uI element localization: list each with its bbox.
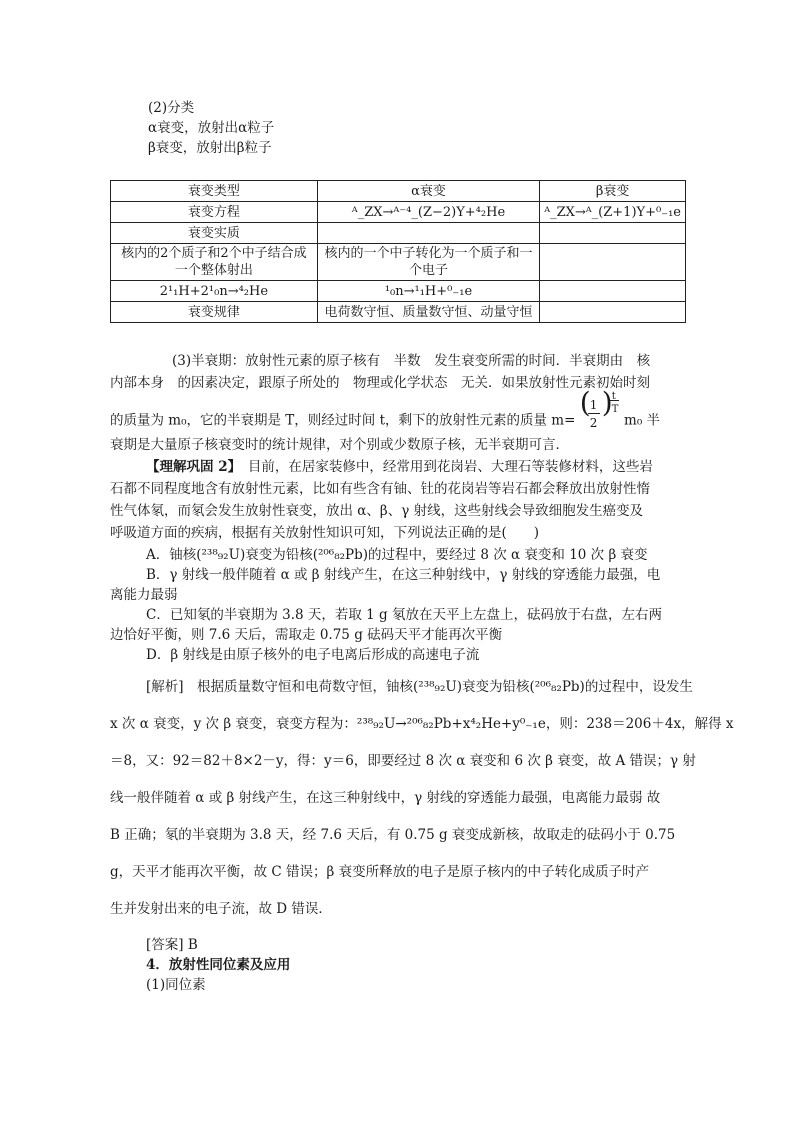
table-row — [111, 302, 686, 323]
option-b-cont: 离能力最弱 — [110, 587, 178, 603]
halflife-line-3 — [110, 386, 661, 438]
table-row — [111, 281, 686, 302]
table-row — [111, 244, 686, 281]
option-c: C．已知氡的半衰期为 3.8 天，若取 1 g 氡放在天平上左盘上，砝码放于右盘，左右两 — [146, 607, 662, 623]
table-cell: 核内的一个中子转化为一个质子和一个电子 — [317, 244, 539, 281]
option-a: A．铀核(²³⁸₉₂U)衰变为铅核(²⁰⁶₈₂Pb)的过程中，要经过 8 次 α 衰变和 10 次 β 衰变 — [146, 547, 648, 563]
table-cell: ᴬ_ZX→ᴬ⁻⁴_(Z−2)Y+⁴₂He — [317, 202, 539, 223]
section-4-title: 4．放射性同位素及应用 — [146, 957, 291, 973]
halflife-line-1: (3)半衰期：放射性元素的原子核有 半数 发生衰变所需的时间．半衰期由 核 — [172, 353, 651, 369]
question-label: 【理解巩固 2】 — [146, 459, 235, 475]
table-cell — [540, 302, 686, 323]
table-cell: ¹₀n→¹₁H+⁰₋₁e — [317, 281, 539, 302]
table-cell: β衰变 — [540, 181, 686, 202]
halflife-fraction — [579, 386, 620, 438]
option-d: D．β 射线是由原子核外的电子电离后形成的高速电子流 — [146, 647, 480, 663]
alpha-decay-line: α衰变，放射出α粒子 — [148, 120, 275, 136]
analysis-line-1: [解析] 根据质量数守恒和电荷数守恒，铀核(²³⁸₉₂U)衰变为铅核(²⁰⁶₈₂Pb)的过程中，设发生 — [146, 679, 693, 695]
table-row — [111, 181, 686, 202]
question-text: 目前，在居家装修中，经常用到花岗岩、大理石等装修材料，这些岩 — [234, 459, 653, 475]
left-paren: ( — [579, 386, 591, 419]
table-cell: 核内的2个质子和2个中子结合成一个整体射出 — [111, 244, 318, 281]
table-cell: 衰变实质 — [111, 223, 318, 244]
table-row — [111, 223, 686, 244]
halflife-line-4: 衰期是大量原子核衰变时的统计规律，对个别或少数原子核，无半衰期可言． — [110, 437, 569, 453]
beta-decay-line: β衰变，放射出β粒子 — [148, 140, 272, 156]
table-cell — [540, 223, 686, 244]
decay-table — [110, 180, 686, 323]
table-cell: 电荷数守恒、质量数守恒、动量守恒 — [317, 302, 539, 323]
analysis-line-5: B 正确；氡的半衰期为 3.8 天，经 7.6 天后，有 0.75 g 衰变成新核，故取走的砝码小于 0.75 — [110, 827, 676, 843]
table-cell: 衰变规律 — [111, 302, 318, 323]
halflife-line-2: 内部本身 的因素决定，跟原子所处的 物理或化学状态 无关．如果放射性元素初始时刻 — [110, 375, 650, 391]
analysis-line-7: 生并发射出来的电子流，故 D 错误． — [110, 901, 332, 917]
analysis-line-2: x 次 α 衰变，y 次 β 衰变，衰变方程为：²³⁸₉₂U→²⁰⁶₈₂Pb+x⁴₂He+y⁰₋₁e，则：238＝206＋4x，解得 x — [110, 716, 734, 732]
table-cell — [317, 223, 539, 244]
question-line-4: 呼吸道方面的疾病，根据有关放射性知识可知，下列说法正确的是( ) — [110, 525, 540, 541]
answer-line: [答案] B — [146, 937, 198, 953]
analysis-line-6: g，天平才能再次平衡，故 C 错误；β 衰变所释放的电子是原子核内的中子转化成质子时产 — [110, 864, 650, 880]
table-row — [111, 202, 686, 223]
fraction-numerator: 1 — [589, 398, 598, 412]
question-line-2: 石都不同程度地含有放射性元素，比如有些含有铀、钍的花岗岩等岩石都会释放出放射性惰 — [110, 481, 650, 497]
right-paren: ) — [601, 386, 613, 419]
table-cell: 衰变类型 — [111, 181, 318, 202]
analysis-line-4: 线一般伴随着 α 或 β 射线产生，在这三种射线中，γ 射线的穿透能力最强，电离能力最弱 故 — [110, 790, 661, 806]
table-cell: ᴬ_ZX→ᴬ_(Z+1)Y+⁰₋₁e — [540, 202, 686, 223]
halflife-line-3-text: 的质量为 m₀，它的半衰期是 T，则经过时间 t，剩下的放射性元素的质量 m= — [110, 412, 576, 429]
table-cell: 衰变方程 — [111, 202, 318, 223]
section-4-subtitle: (1)同位素 — [146, 977, 206, 993]
classify-heading: (2)分类 — [148, 100, 195, 116]
table-cell — [540, 281, 686, 302]
exponent-denominator: T — [611, 404, 619, 415]
question-line-1 — [146, 458, 653, 476]
table-cell: α衰变 — [317, 181, 539, 202]
fraction-denominator: 2 — [589, 416, 598, 430]
exponent-numerator: t — [611, 391, 616, 402]
option-c-cont: 边恰好平衡，则 7.6 天后，需取走 0.75 g 砝码天平才能再次平衡 — [110, 627, 503, 643]
question-line-3: 性气体氡，而氡会发生放射性衰变，放出 α、β、γ 射线，这些射线会导致细胞发生癌变及 — [110, 503, 644, 519]
table-cell — [540, 244, 686, 281]
halflife-line-3-tail: m₀ 半 — [624, 412, 661, 429]
option-b: B．γ 射线一般伴随着 α 或 β 射线产生，在这三种射线中，γ 射线的穿透能力最强，电 — [146, 567, 661, 583]
analysis-line-3: ＝8，又：92＝82＋8×2－y，得：y＝6，即要经过 8 次 α 衰变和 6 次 β 衰变，故 A 错误；γ 射 — [110, 753, 696, 769]
table-cell: 2¹₁H+2¹₀n→⁴₂He — [111, 281, 318, 302]
